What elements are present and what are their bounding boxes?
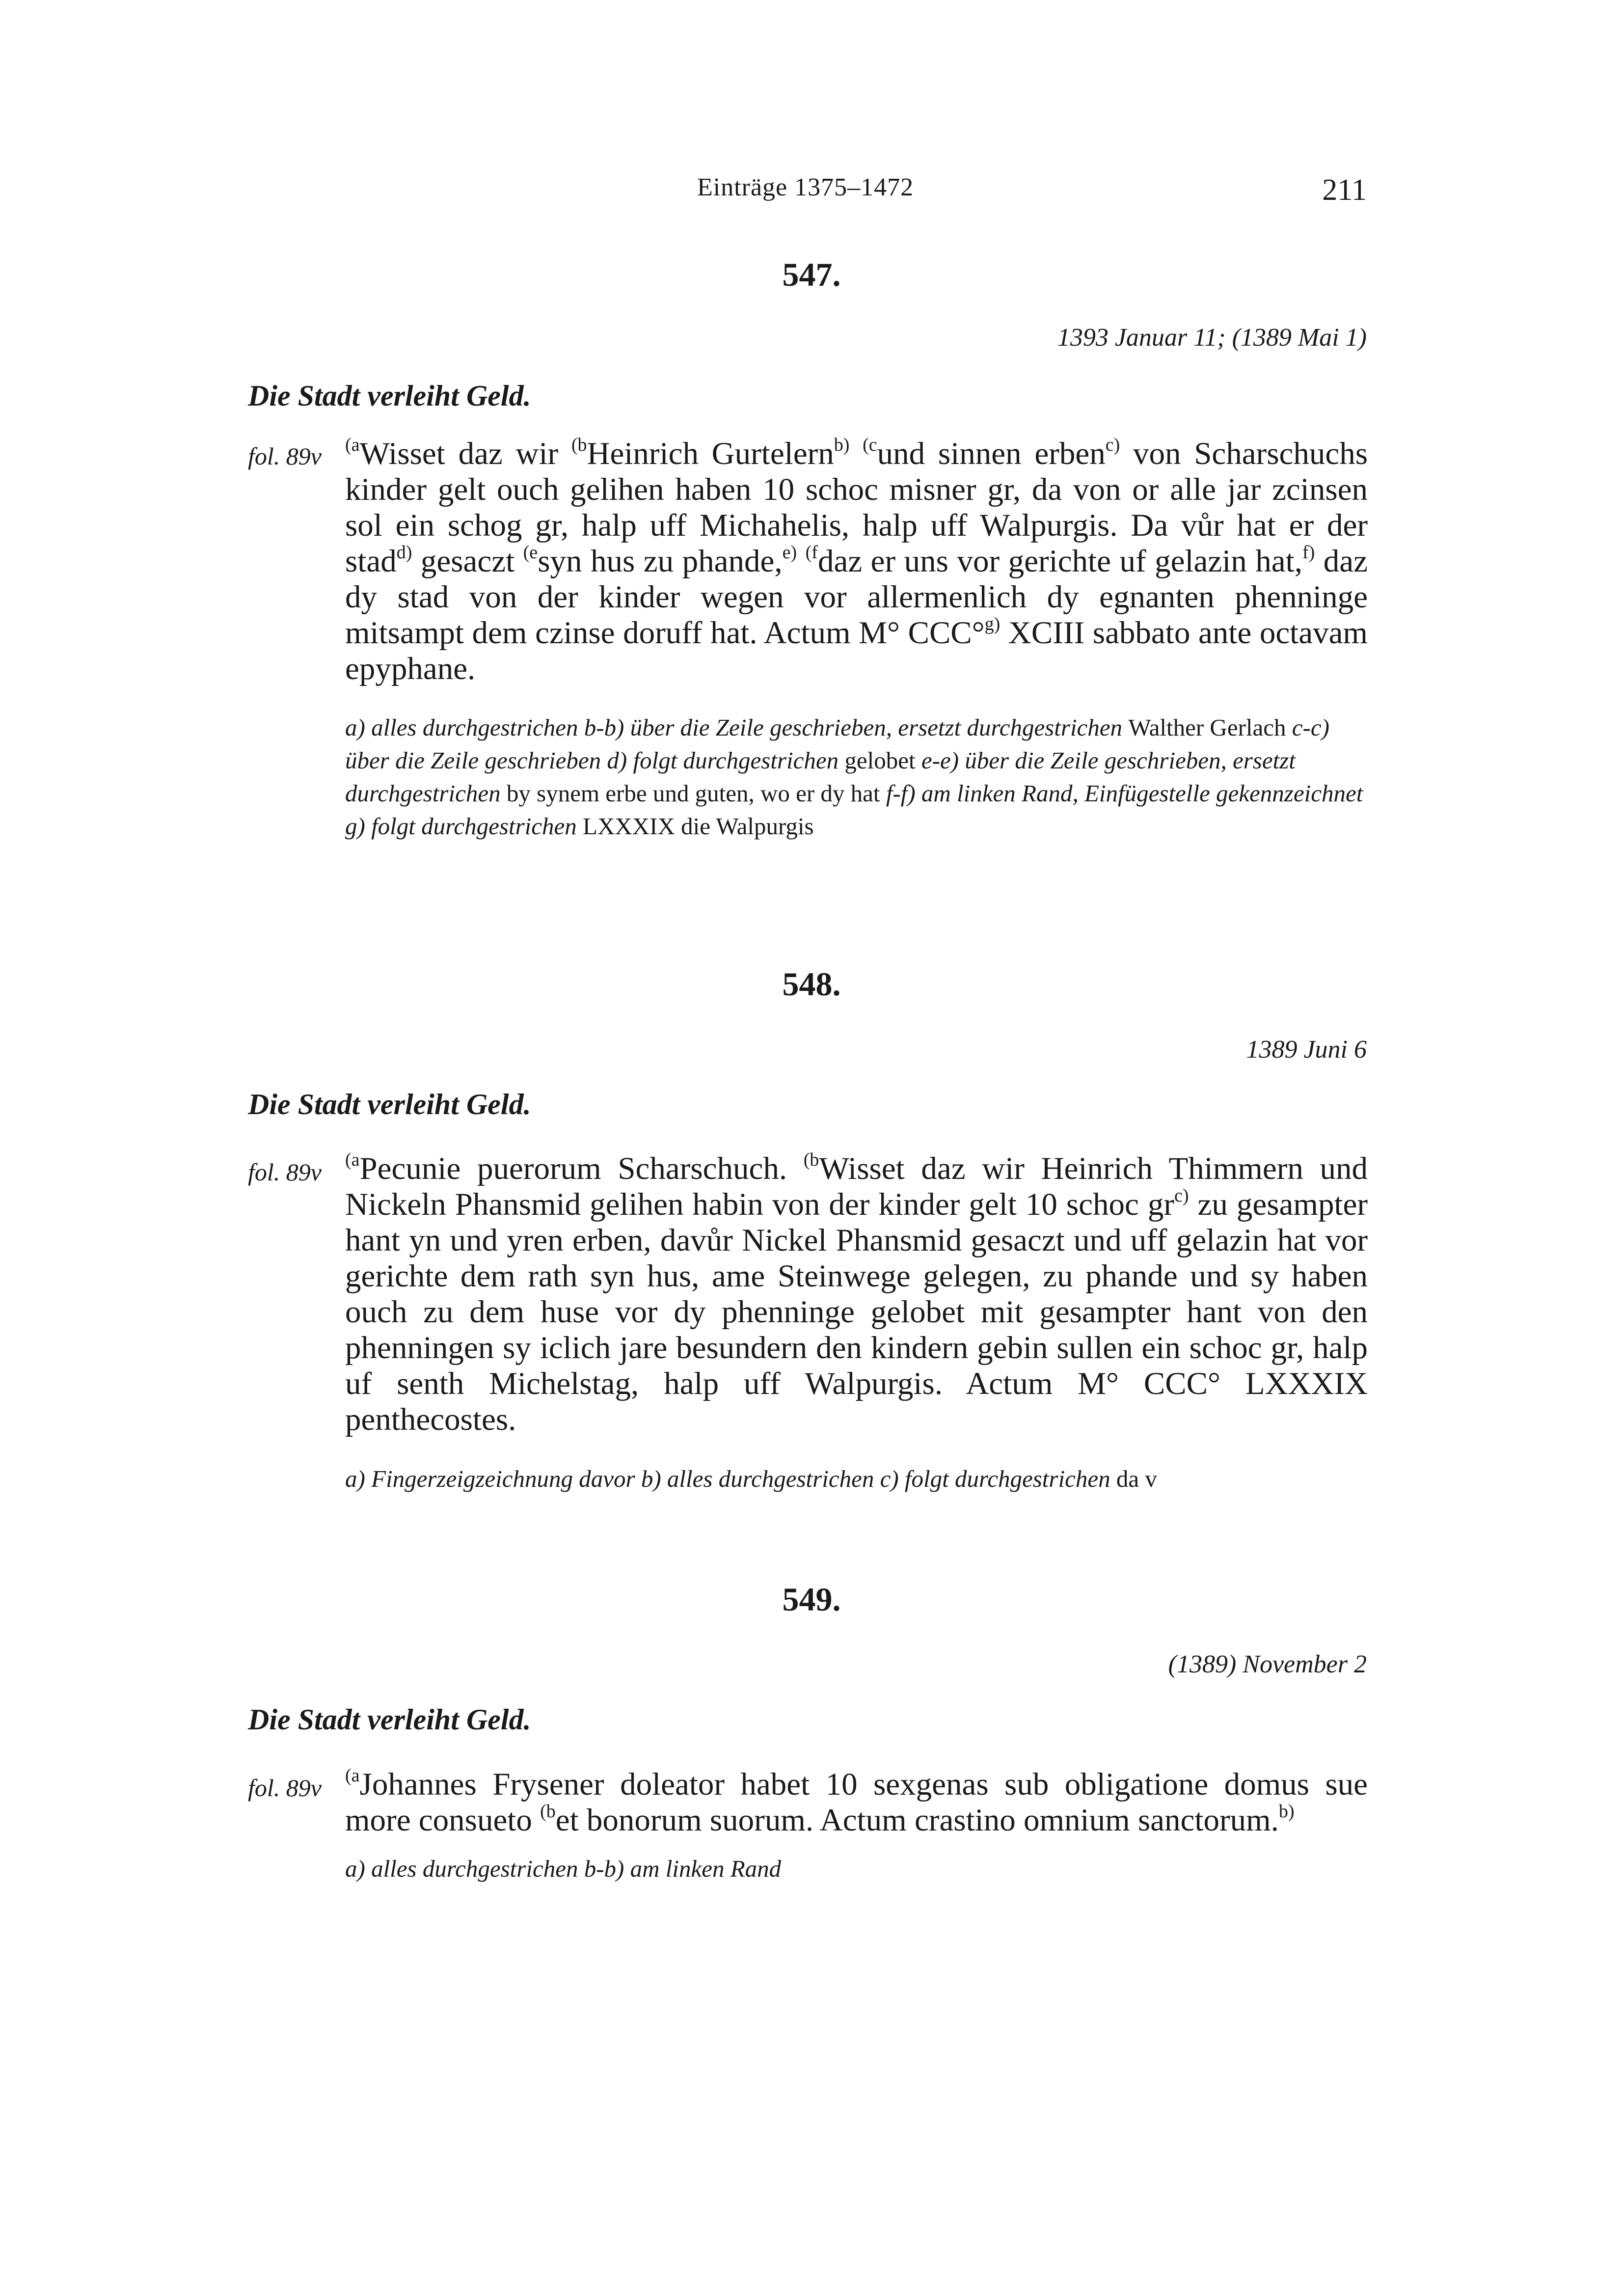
footnote-run: a) alles durchgestrichen b-b) über die Zeile geschrieben, ersetzt durchgestrichen <box>345 714 1129 741</box>
text-run: und sinnen erben <box>877 436 1106 471</box>
footnotes <box>345 1462 1368 1495</box>
note-marker: b) <box>1278 1801 1295 1822</box>
running-title: Einträge 1375–1472 <box>697 173 914 201</box>
footnotes <box>345 1852 1368 1885</box>
entry-number: 547. <box>782 256 841 293</box>
folio-reference: fol. 89v <box>248 1158 322 1186</box>
text-run: et bonorum suorum. Actum crastino omnium sanctorum. <box>555 1803 1279 1838</box>
note-marker: (b <box>571 435 587 456</box>
footnote-run: e-e) über die Zeile geschrieben, ersetzt durchgestrichen <box>345 747 1296 807</box>
footnote-run: Walther Gerlach <box>1128 714 1292 741</box>
page-number: 211 <box>1322 173 1367 207</box>
footnote-run: a) Fingerzeigzeichnung davor b) alles durchgestrichen c) folgt durchgestrichen <box>345 1465 1116 1492</box>
note-marker: (a <box>345 435 360 456</box>
note-marker: (f <box>805 542 818 563</box>
text-run: Pecunie puerorum Scharschuch. <box>359 1151 804 1186</box>
entry-caption: Die Stadt verleiht Geld. <box>248 1703 531 1736</box>
footnotes <box>345 711 1368 843</box>
note-marker: (c <box>863 435 877 456</box>
note-marker: (b <box>803 1149 819 1171</box>
entry-caption: Die Stadt verleiht Geld. <box>248 380 531 412</box>
footnote-run: by synem erbe und guten, wo er dy hat <box>506 780 886 807</box>
text-run <box>797 544 806 579</box>
text-run: zu gesampter hant yn und yren erben, davůr Nickel Phansmid gesaczt und uff gelazin hat vor gerichte dem rath syn hus, ame Steinwege gelegen, zu phande und sy haben ouch zu dem huse vor dy phenninge gelobet mit gesampter hant von den phenningen sy iclich jare besundern den kindern gebin sullen ein schoc gr, halp uf senth Michelstag, halp uff Walpurgis. Actum M° CCC° LXXXIX penthecostes. <box>345 1187 1368 1437</box>
note-marker: c) <box>1105 435 1120 456</box>
entry-number: 548. <box>782 965 841 1003</box>
entry-text <box>345 436 1368 687</box>
text-run: syn hus zu phande, <box>538 544 783 579</box>
folio-reference: fol. 89v <box>248 442 322 470</box>
footnote-run: f-f) am linken Rand, Einfügestelle gekennzeichnet g) folgt durchgestrichen <box>345 780 1363 840</box>
note-marker: c) <box>1174 1185 1189 1206</box>
text-run: daz dy stad von der kinder wegen vor allermenlich dy egnanten phenninge mitsampt dem czinse doruff hat. Actum M° CCC° <box>345 544 1368 651</box>
note-marker: f) <box>1302 542 1315 563</box>
note-marker: b) <box>834 435 850 456</box>
entry-text <box>345 1151 1368 1438</box>
folio-reference: fol. 89v <box>248 1774 322 1802</box>
entry-date: 1393 Januar 11; (1389 Mai 1) <box>1057 324 1367 352</box>
text-run: Wisset daz wir <box>359 436 571 471</box>
note-marker: d) <box>396 542 412 563</box>
note-marker: g) <box>984 614 1001 635</box>
entry-text <box>345 1767 1368 1838</box>
note-marker: (e <box>523 542 538 563</box>
footnote-run: LXXXIX die Walpurgis <box>583 813 814 840</box>
note-marker: e) <box>782 542 797 563</box>
text-run: Johannes Frysener doleator habet 10 sexgenas sub obligatione domus sue more consueto <box>345 1767 1368 1838</box>
text-run: gesaczt <box>412 544 523 579</box>
text-run: Heinrich Gurtelern <box>587 436 834 471</box>
footnote-run: c-c) über die Zeile geschrieben d) folgt durchgestrichen <box>345 714 1329 774</box>
note-marker: (a <box>345 1765 360 1786</box>
entry-date: 1389 Juni 6 <box>1246 1036 1367 1064</box>
footnote-run: a) alles durchgestrichen b-b) am linken Rand <box>345 1855 782 1882</box>
entry-caption: Die Stadt verleiht Geld. <box>248 1088 531 1121</box>
text-run: Wisset daz wir Heinrich Thimmern und Nickeln Phansmid gelihen habin von der kinder gelt 10 schoc gr <box>345 1151 1368 1222</box>
note-marker: (b <box>540 1801 556 1822</box>
text-run <box>849 436 863 471</box>
text-run: von Scharschuchs kinder gelt ouch gelihen haben 10 schoc misner gr, da von or alle jar zcinsen sol ein schog gr, halp uff Michahelis, halp uff Walpurgis. Da vůr hat er der stad <box>345 436 1368 579</box>
entry-date: (1389) November 2 <box>1168 1650 1367 1678</box>
text-run: daz er uns vor gerichte uf gelazin hat, <box>817 544 1302 579</box>
note-marker: (a <box>345 1149 360 1171</box>
footnote-run: gelobet <box>844 747 921 774</box>
entry-number: 549. <box>782 1581 841 1618</box>
text-run: XCIII sabbato ante octavam epyphane. <box>345 615 1368 686</box>
footnote-run: da v <box>1116 1465 1157 1492</box>
